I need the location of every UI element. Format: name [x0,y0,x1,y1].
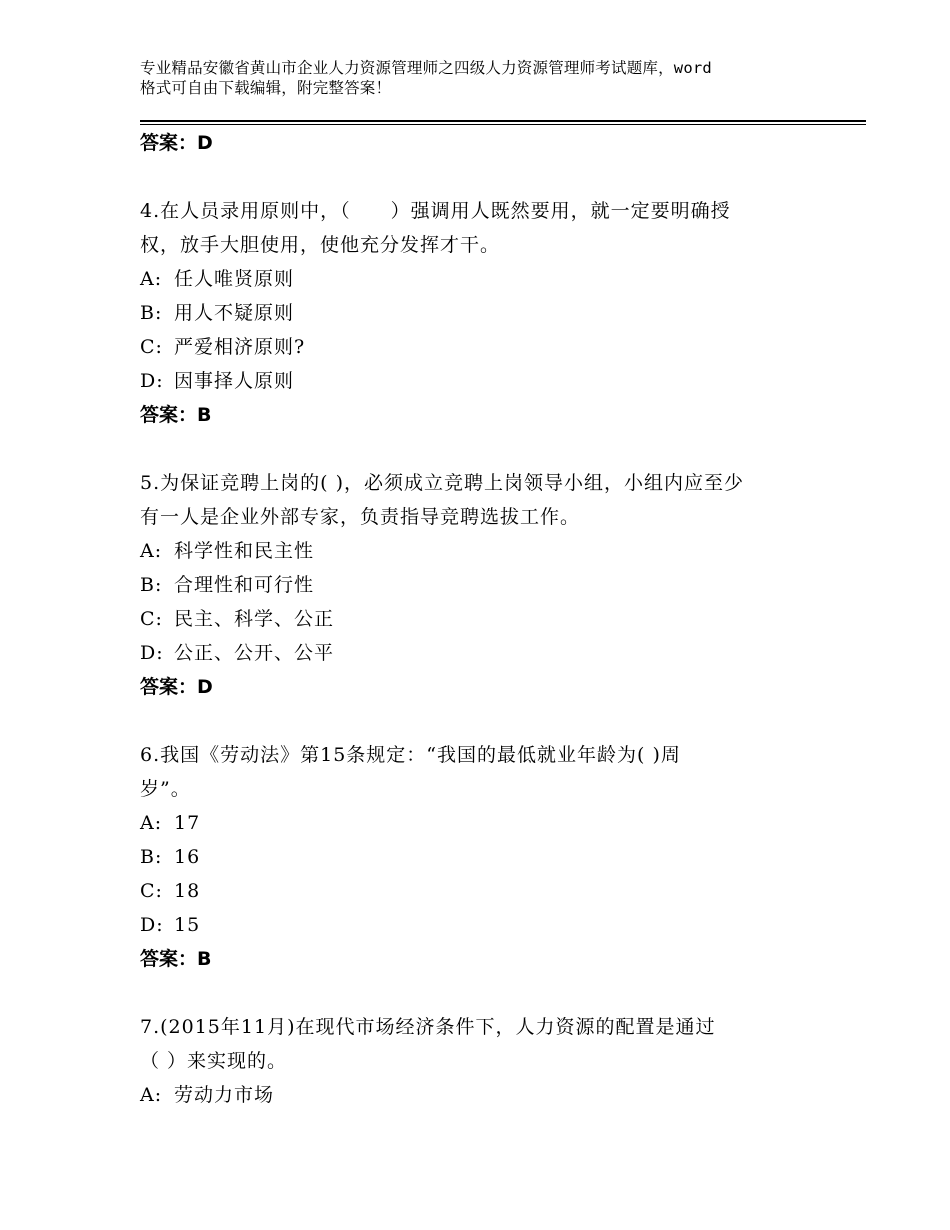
option-key: D: [140,370,164,392]
document-body [140,126,840,1112]
answer-prefix: 答案： [140,132,198,154]
option-text: 任人唯贤原则 [174,268,295,290]
option-text: 18 [174,880,201,902]
answer-prefix: 答案： [140,948,198,970]
header-line-2: 格式可自由下载编辑，附完整答案！ [140,79,392,97]
stem-line: 有一人是企业外部专家，负责指导竞聘选拔工作。 [140,506,581,528]
question-answer [140,670,840,704]
stem-line: 权，放手大胆使用，使他充分发挥才干。 [140,234,501,256]
answer-value: B [197,948,212,970]
option-key: B: [140,846,163,868]
question-answer [140,398,840,432]
option-text: 科学性和民主性 [174,540,315,562]
option-text: 合理性和可行性 [174,574,315,596]
document-header [140,58,830,98]
option-key: A: [140,1084,163,1106]
option-text: 严爱相济原则? [174,336,306,358]
option-c [140,602,840,636]
option-text: 民主、科学、公正 [174,608,335,630]
option-key: C: [140,880,163,902]
option-key: A: [140,540,163,562]
question-stem [140,1010,840,1078]
option-a [140,806,840,840]
option-d [140,636,840,670]
option-d [140,364,840,398]
answer-value: D [197,132,213,154]
answer-prefix: 答案： [140,676,198,698]
option-c [140,874,840,908]
answer-value: B [197,404,212,426]
question-answer [140,942,840,976]
question-stem [140,194,840,262]
answer-value: D [197,676,213,698]
option-d [140,908,840,942]
option-text: 16 [174,846,201,868]
stem-line: 6.我国《劳动法》第15条规定：“我国的最低就业年龄为( )周 [140,744,681,766]
question-7 [140,1010,840,1112]
option-text: 因事择人原则 [174,370,295,392]
option-key: A: [140,812,163,834]
question-6 [140,738,840,976]
option-text: 用人不疑原则 [174,302,295,324]
header-rule-thin [140,124,866,125]
option-text: 劳动力市场 [174,1084,275,1106]
stem-line: 5.为保证竞聘上岗的( )，必须成立竞聘上岗领导小组，小组内应至少 [140,472,744,494]
option-b [140,568,840,602]
option-a [140,534,840,568]
option-b [140,840,840,874]
option-text: 17 [174,812,201,834]
option-text: 15 [174,914,201,936]
previous-answer [140,126,840,160]
header-rule-thick [140,120,866,122]
question-4 [140,194,840,432]
stem-line: 4.在人员录用原则中，（ ）强调用人既然要用，就一定要明确授 [140,200,731,222]
option-c [140,330,840,364]
question-stem [140,466,840,534]
option-text: 公正、公开、公平 [174,642,335,664]
option-key: C: [140,336,163,358]
question-stem [140,738,840,806]
answer-prefix: 答案： [140,404,198,426]
option-key: B: [140,302,163,324]
option-key: C: [140,608,163,630]
stem-line: （ ）来实现的。 [140,1050,288,1072]
option-a [140,1078,840,1112]
option-key: D: [140,642,164,664]
header-line-1: 专业精品安徽省黄山市企业人力资源管理师之四级人力资源管理师考试题库，word [140,59,712,77]
option-key: D: [140,914,164,936]
option-b [140,296,840,330]
question-5 [140,466,840,704]
stem-line: 7.(2015年11月)在现代市场经济条件下，人力资源的配置是通过 [140,1016,716,1038]
option-key: A: [140,268,163,290]
stem-line: 岁”。 [140,778,191,800]
option-key: B: [140,574,163,596]
option-a [140,262,840,296]
